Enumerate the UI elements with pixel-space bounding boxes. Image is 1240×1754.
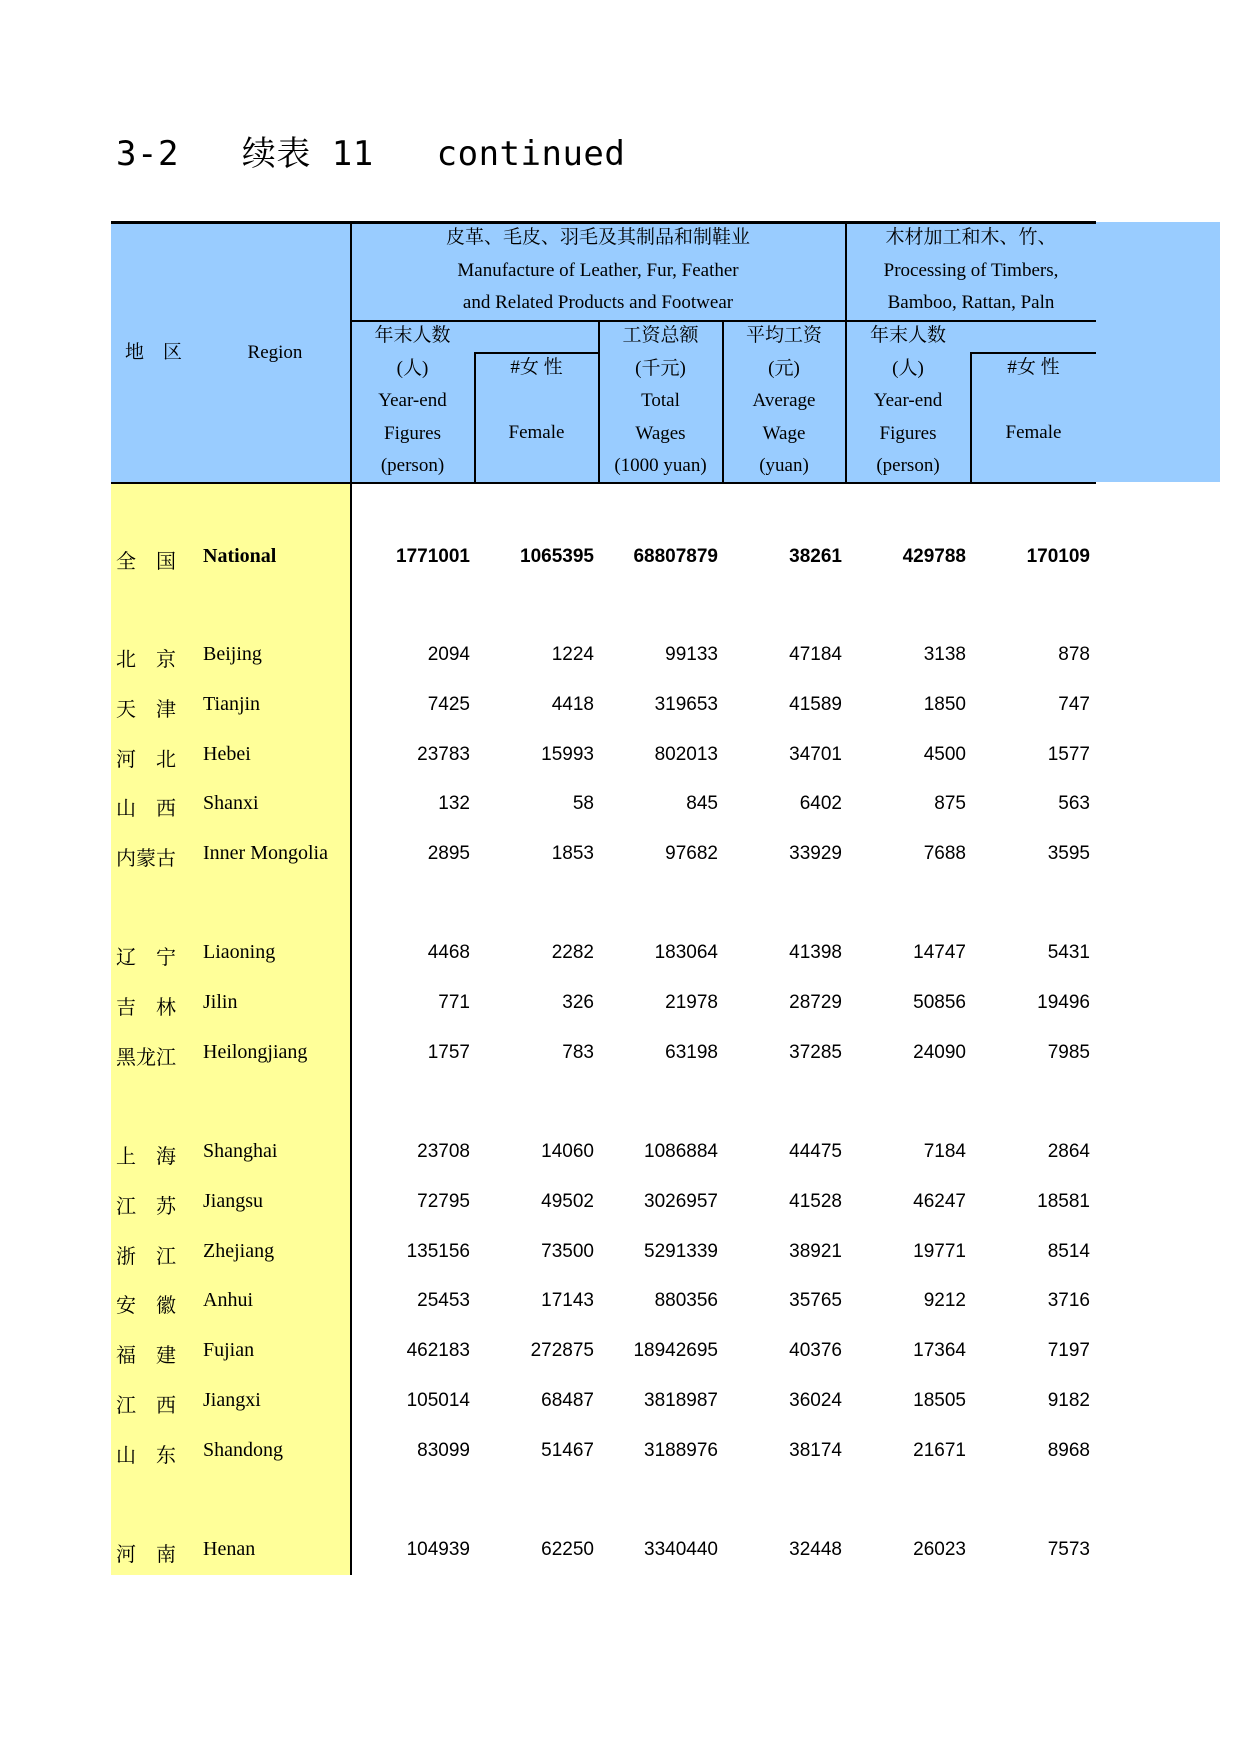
col-header-line: Year-end xyxy=(873,390,943,411)
row-value-cell: 33929 xyxy=(789,843,842,864)
row-region-cn: 福 建 xyxy=(116,1345,176,1367)
row-region-en: Henan xyxy=(203,1538,256,1560)
row-region-en: Shandong xyxy=(203,1439,283,1461)
col-header-wages xyxy=(599,320,722,483)
page-title: 3-2 续表 11 continued xyxy=(116,134,626,174)
col-header-line: Average xyxy=(752,390,816,411)
col-header-line: 工资总额 xyxy=(622,325,699,346)
row-value-cell: 68807879 xyxy=(633,546,718,567)
row-value-cell: 429788 xyxy=(902,546,966,567)
group-header-timber-line: Processing of Timbers, xyxy=(883,259,1059,281)
row-value-cell: 41528 xyxy=(789,1191,842,1212)
row-value-cell: 2282 xyxy=(551,942,594,963)
row-value-cell: 62250 xyxy=(541,1539,594,1560)
row-value-cell: 3716 xyxy=(1047,1290,1090,1311)
col-header-line: 年末人数 xyxy=(869,325,946,346)
row-region-cn: 山 东 xyxy=(116,1445,176,1467)
row-region-en: Jilin xyxy=(203,991,238,1013)
row-value-cell: 18581 xyxy=(1037,1191,1090,1212)
col-header-female-2 xyxy=(971,352,1096,450)
col-header-line: Year-end xyxy=(378,390,447,411)
row-value-cell: 783 xyxy=(562,1042,594,1063)
row-value-cell: 462183 xyxy=(406,1340,470,1361)
row-value-cell: 7985 xyxy=(1047,1042,1090,1063)
row-value-cell: 58 xyxy=(572,793,594,814)
row-value-cell: 34701 xyxy=(789,744,842,765)
row-value-cell: 28729 xyxy=(789,992,842,1013)
row-region-cn: 上 海 xyxy=(116,1146,176,1168)
col-header-yearend xyxy=(351,320,474,483)
row-value-cell: 7688 xyxy=(923,843,966,864)
row-value-cell: 563 xyxy=(1058,793,1090,814)
row-region-cn: 吉 林 xyxy=(116,997,176,1019)
row-region-en: National xyxy=(203,545,277,567)
row-region-cn: 北 京 xyxy=(116,649,176,671)
row-value-cell: 17143 xyxy=(541,1290,594,1311)
row-region-en: Shanxi xyxy=(203,792,259,814)
col-header-line: #女 性 xyxy=(510,357,563,378)
row-value-cell: 24090 xyxy=(913,1042,966,1063)
row-value-cell: 7573 xyxy=(1047,1539,1090,1560)
row-value-cell: 4468 xyxy=(427,942,470,963)
row-value-cell: 37285 xyxy=(789,1042,842,1063)
row-value-cell: 5291339 xyxy=(644,1241,718,1262)
row-value-cell: 4418 xyxy=(551,694,594,715)
row-value-cell: 845 xyxy=(686,793,718,814)
row-value-cell: 46247 xyxy=(913,1191,966,1212)
row-value-cell: 3340440 xyxy=(644,1539,718,1560)
region-header-en: Region xyxy=(247,342,303,363)
row-value-cell: 880356 xyxy=(654,1290,718,1311)
row-value-cell: 1853 xyxy=(551,843,594,864)
row-value-cell: 63198 xyxy=(665,1042,718,1063)
row-value-cell: 50856 xyxy=(913,992,966,1013)
row-value-cell: 41589 xyxy=(789,694,842,715)
row-value-cell: 99133 xyxy=(665,644,718,665)
col-header-female xyxy=(475,352,598,450)
col-header-line: Female xyxy=(508,422,565,443)
col-header-line: (人) xyxy=(396,357,429,379)
row-value-cell: 51467 xyxy=(541,1440,594,1461)
row-region-cn: 安 徽 xyxy=(116,1295,176,1317)
row-region-en: Heilongjiang xyxy=(203,1041,308,1063)
col-header-line: Female xyxy=(1005,422,1062,443)
col-header-line: Total xyxy=(641,390,680,411)
row-region-cn: 内蒙古 xyxy=(116,848,176,870)
row-value-cell: 68487 xyxy=(541,1390,594,1411)
row-value-cell: 105014 xyxy=(406,1390,470,1411)
row-value-cell: 19496 xyxy=(1037,992,1090,1013)
row-value-cell: 38261 xyxy=(789,546,842,567)
col-header-line: Figures xyxy=(384,422,441,444)
col-header-line: (元) xyxy=(768,357,800,379)
col-header-line: 平均工资 xyxy=(745,325,822,346)
row-region-cn: 全 国 xyxy=(116,551,176,573)
row-value-cell: 3026957 xyxy=(644,1191,718,1212)
group-header-timber-line: 木材加工和木、竹、 xyxy=(885,227,1057,248)
group-header-leather-line: Manufacture of Leather, Fur, Feather xyxy=(457,259,739,281)
row-region-cn: 山 西 xyxy=(116,798,176,820)
row-value-cell: 2895 xyxy=(427,843,470,864)
row-value-cell: 73500 xyxy=(541,1241,594,1262)
row-value-cell: 21978 xyxy=(665,992,718,1013)
row-value-cell: 272875 xyxy=(530,1340,594,1361)
row-value-cell: 32448 xyxy=(789,1539,842,1560)
col-header-line: (yuan) xyxy=(759,455,809,476)
row-value-cell: 17364 xyxy=(913,1340,966,1361)
row-value-cell: 5431 xyxy=(1047,942,1090,963)
col-header-line: Figures xyxy=(879,422,937,444)
group-header-leather-line: 皮革、毛皮、羽毛及其制品和制鞋业 xyxy=(445,227,750,248)
row-value-cell: 8514 xyxy=(1047,1241,1090,1262)
group-header-timber-line: Bamboo, Rattan, Paln xyxy=(887,292,1055,313)
row-value-cell: 3595 xyxy=(1047,843,1090,864)
row-value-cell: 1757 xyxy=(427,1042,470,1063)
col-header-line: (1000 yuan) xyxy=(614,455,707,476)
row-value-cell: 38921 xyxy=(789,1241,842,1262)
row-region-en: Beijing xyxy=(203,643,262,665)
row-value-cell: 1771001 xyxy=(396,546,470,567)
row-region-cn: 黑龙江 xyxy=(116,1047,176,1069)
row-value-cell: 1065395 xyxy=(520,546,594,567)
region-header-cn: 地 区 xyxy=(125,342,183,363)
row-value-cell: 19771 xyxy=(913,1241,966,1262)
row-region-en: Tianjin xyxy=(203,693,261,715)
row-region-en: Shanghai xyxy=(203,1140,278,1162)
row-value-cell: 14060 xyxy=(541,1141,594,1162)
row-value-cell: 1577 xyxy=(1047,744,1090,765)
col-header-avg xyxy=(723,320,845,483)
row-value-cell: 9212 xyxy=(923,1290,966,1311)
row-value-cell: 26023 xyxy=(913,1539,966,1560)
row-value-cell: 135156 xyxy=(406,1241,470,1262)
col-header-line: Wages xyxy=(635,422,686,444)
row-region-en: Hebei xyxy=(203,743,251,765)
row-value-cell: 49502 xyxy=(541,1191,594,1212)
row-region-en: Fujian xyxy=(203,1339,255,1361)
col-header-line: (人) xyxy=(892,357,924,379)
row-value-cell: 3188976 xyxy=(644,1440,718,1461)
row-value-cell: 2094 xyxy=(427,644,470,665)
row-value-cell: 1850 xyxy=(923,694,966,715)
row-value-cell: 41398 xyxy=(789,942,842,963)
group-header-leather xyxy=(351,222,845,320)
row-region-en: Zhejiang xyxy=(203,1240,275,1262)
row-value-cell: 7425 xyxy=(427,694,470,715)
row-value-cell: 4500 xyxy=(923,744,966,765)
row-value-cell: 802013 xyxy=(654,744,718,765)
row-value-cell: 83099 xyxy=(417,1440,470,1461)
row-region-cn: 河 北 xyxy=(116,749,176,771)
row-value-cell: 1224 xyxy=(551,644,594,665)
row-value-cell: 319653 xyxy=(654,694,718,715)
row-region-en: Inner Mongolia xyxy=(203,842,328,864)
row-region-en: Jiangsu xyxy=(203,1190,263,1212)
row-region-cn: 河 南 xyxy=(116,1544,176,1566)
row-region-cn: 江 苏 xyxy=(116,1196,176,1218)
row-value-cell: 72795 xyxy=(417,1191,470,1212)
col-header-line: 年末人数 xyxy=(374,325,451,346)
row-value-cell: 878 xyxy=(1058,644,1090,665)
row-value-cell: 7184 xyxy=(923,1141,966,1162)
row-region-cn: 江 西 xyxy=(116,1395,176,1417)
col-header-yearend-2 xyxy=(846,320,970,483)
row-region-cn: 浙 江 xyxy=(116,1246,176,1268)
row-value-cell: 7197 xyxy=(1047,1340,1090,1361)
row-value-cell: 8968 xyxy=(1047,1440,1090,1461)
spacer xyxy=(475,385,598,418)
row-value-cell: 21671 xyxy=(913,1440,966,1461)
row-value-cell: 44475 xyxy=(789,1141,842,1162)
row-value-cell: 747 xyxy=(1058,694,1090,715)
row-region-cn: 辽 宁 xyxy=(116,947,176,969)
row-value-cell: 23783 xyxy=(417,744,470,765)
row-value-cell: 40376 xyxy=(789,1340,842,1361)
row-value-cell: 25453 xyxy=(417,1290,470,1311)
row-value-cell: 3138 xyxy=(923,644,966,665)
row-value-cell: 97682 xyxy=(665,843,718,864)
col-header-line: (person) xyxy=(876,455,940,476)
row-value-cell: 35765 xyxy=(789,1290,842,1311)
row-region-en: Liaoning xyxy=(203,941,276,963)
row-value-cell: 875 xyxy=(934,793,966,814)
row-value-cell: 132 xyxy=(438,793,470,814)
row-value-cell: 38174 xyxy=(789,1440,842,1461)
row-region-en: Anhui xyxy=(203,1289,253,1311)
col-header-line: (person) xyxy=(380,455,445,476)
col-header-line: Wage xyxy=(762,422,806,444)
group-header-leather-line: and Related Products and Footwear xyxy=(462,292,734,313)
row-value-cell: 9182 xyxy=(1047,1390,1090,1411)
row-value-cell: 23708 xyxy=(417,1141,470,1162)
row-value-cell: 15993 xyxy=(541,744,594,765)
row-value-cell: 326 xyxy=(562,992,594,1013)
row-value-cell: 2864 xyxy=(1047,1141,1090,1162)
row-region-cn: 天 津 xyxy=(116,699,176,721)
row-value-cell: 18505 xyxy=(913,1390,966,1411)
row-value-cell: 6402 xyxy=(799,793,842,814)
row-value-cell: 36024 xyxy=(789,1390,842,1411)
row-value-cell: 183064 xyxy=(654,942,718,963)
row-value-cell: 1086884 xyxy=(644,1141,718,1162)
group-header-timber xyxy=(846,222,1096,320)
col-header-line: (千元) xyxy=(635,357,686,379)
col-header-line: #女 性 xyxy=(1007,357,1060,378)
row-value-cell: 18942695 xyxy=(633,1340,718,1361)
row-value-cell: 47184 xyxy=(789,644,842,665)
row-value-cell: 3818987 xyxy=(644,1390,718,1411)
row-region-en: Jiangxi xyxy=(203,1389,261,1411)
row-value-cell: 14747 xyxy=(913,942,966,963)
spacer xyxy=(971,385,1096,418)
row-value-cell: 771 xyxy=(438,992,470,1013)
row-value-cell: 170109 xyxy=(1026,546,1090,567)
row-value-cell: 104939 xyxy=(406,1539,470,1560)
